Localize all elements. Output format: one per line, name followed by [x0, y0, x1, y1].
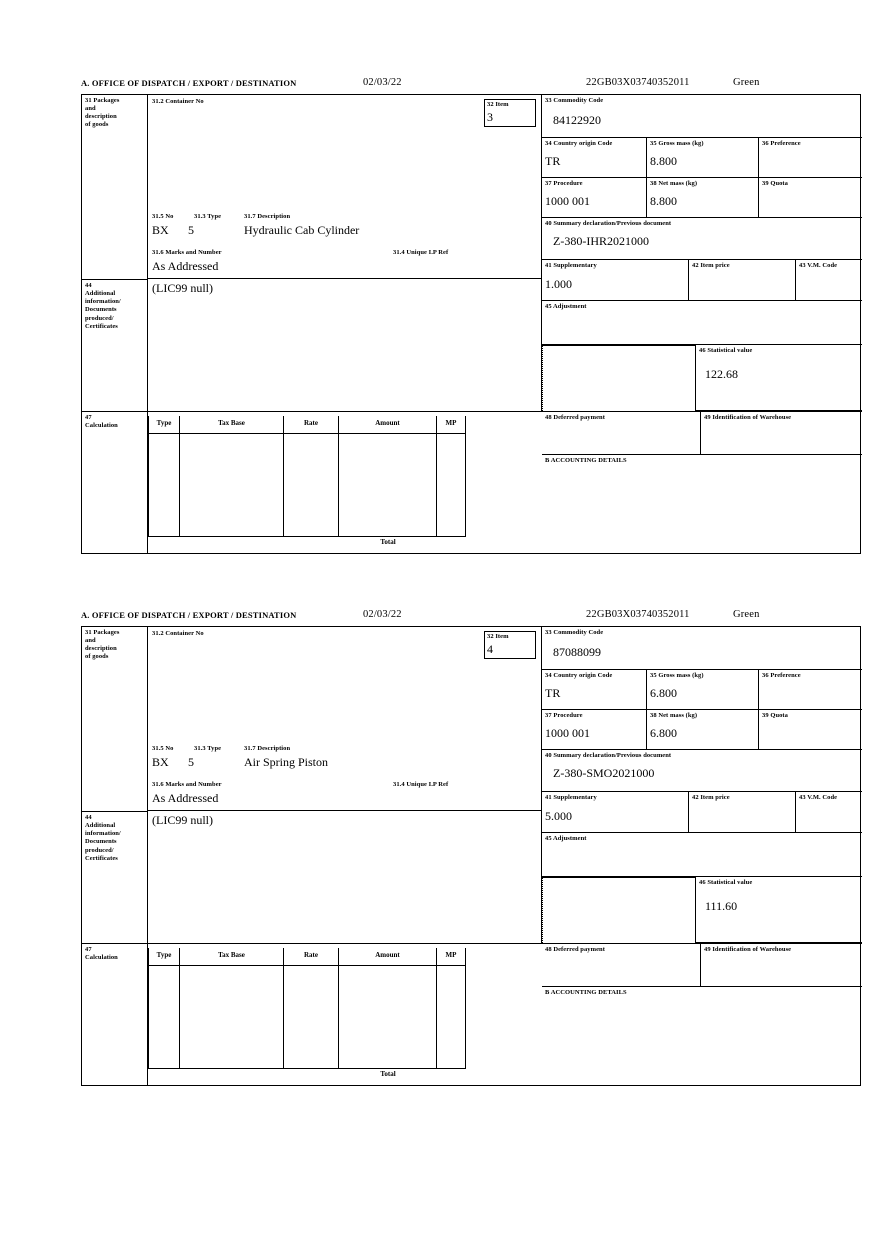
box-31-2-label: 31.2 Container No	[152, 98, 204, 105]
item-number-value: 3	[487, 110, 493, 125]
additional-information-value-2: (LIC99 null)	[152, 813, 213, 827]
gross-mass-value-2: 6.800	[650, 686, 677, 701]
box-44-label-cell-2	[82, 811, 148, 943]
box-44-label-line5-2: produced/	[85, 846, 114, 854]
previous-document-value: Z-380-IHR2021000	[553, 234, 649, 249]
box-43-vm-code-cell-2	[796, 792, 862, 833]
box-46-top-divider-2	[542, 877, 695, 878]
box-31-5-label: 31.5 No	[152, 213, 174, 220]
calc-col-tax-base-header-2: Tax Base	[180, 948, 284, 966]
box-31-content-cell	[148, 95, 542, 279]
procedure-value-2: 1000 001	[545, 726, 590, 741]
box-31-label-line2-2: and	[85, 637, 96, 645]
box-46-label-2: 46 Statistical value	[699, 879, 753, 886]
header-colour-2: Green	[733, 609, 760, 620]
calc-col-amount-header: Amount	[339, 416, 437, 434]
package-description-value-2: Air Spring Piston	[244, 755, 329, 769]
box-34-country-origin-cell-2	[542, 670, 647, 710]
calc-cell-type	[148, 434, 180, 537]
box-31-4-label-2: 31.4 Unique I.P Ref	[393, 781, 449, 788]
box-39-label: 39 Quota	[762, 180, 788, 187]
box-33-label: 33 Commodity Code	[545, 97, 604, 104]
box-44-content-cell-2	[148, 811, 542, 943]
box-32-label-2: 32 Item	[487, 633, 509, 640]
box-41-supplementary-cell-2	[542, 792, 689, 833]
commodity-code-value-2: 87088099	[553, 645, 601, 660]
box-49-label: 49 Identification of Warehouse	[704, 414, 792, 421]
box-38-net-mass-cell-2	[647, 710, 759, 750]
box-42-label-2: 42 Item price	[692, 794, 730, 801]
box-36-preference-cell	[759, 138, 862, 178]
box-43-label-2: 43 V.M. Code	[799, 794, 838, 801]
box-45-label: 45 Adjustment	[545, 303, 587, 310]
commodity-code-value: 84122920	[553, 113, 601, 128]
box-44-label-line2: Additional	[85, 290, 116, 298]
box-35-gross-mass-cell-2	[647, 670, 759, 710]
box-36-label-2: 36 Preference	[762, 672, 801, 679]
box-31-2-label-2: 31.2 Container No	[152, 630, 204, 637]
box-48-deferred-payment-cell-2	[542, 943, 701, 987]
declaration-grid-2	[81, 626, 861, 1086]
box-42-label: 42 Item price	[692, 262, 730, 269]
box-45-adjustment-cell-2	[542, 833, 862, 877]
calc-cell-amount	[339, 434, 437, 537]
calc-cell-rate	[284, 434, 339, 537]
statistical-value-value: 122.68	[705, 367, 738, 382]
customs-declaration-form-1	[81, 78, 863, 554]
calc-cell-tax-base	[180, 434, 284, 537]
box-31-content-cell-2	[148, 627, 542, 811]
box-37-label-2: 37 Procedure	[545, 712, 583, 719]
box-41-supplementary-cell	[542, 260, 689, 301]
box-35-gross-mass-cell	[647, 138, 759, 178]
box-b-accounting-details-cell-2	[542, 987, 862, 1086]
declaration-grid	[81, 94, 861, 554]
box-31-label-cell-2	[82, 627, 148, 811]
box-40-previous-document-cell-2	[542, 750, 862, 792]
item-number-value-2: 4	[487, 642, 493, 657]
calc-col-mp-header-2: MP	[437, 948, 466, 966]
box-38-label-2: 38 Net mass (kg)	[650, 712, 698, 719]
box-46-statistical-value-cell	[695, 345, 862, 411]
box-48-label-2: 48 Deferred payment	[545, 946, 605, 953]
box-38-net-mass-cell	[647, 178, 759, 218]
box-b-label: B ACCOUNTING DETAILS	[545, 457, 627, 464]
box-31-6-label: 31.6 Marks and Number	[152, 249, 222, 256]
box-47-calculation-table-2	[148, 943, 542, 1086]
box-44-label-line3: information/	[85, 298, 121, 306]
calc-cell-mp	[437, 434, 466, 537]
box-31-label-line2: and	[85, 105, 96, 113]
box-49-warehouse-cell	[701, 411, 862, 455]
box-39-quota-cell	[759, 178, 862, 218]
box-44-label-line3-2: information/	[85, 830, 121, 838]
box-49-warehouse-cell-2	[701, 943, 862, 987]
package-type-value-2: 5	[188, 755, 194, 769]
office-of-dispatch-label: A. OFFICE OF DISPATCH / EXPORT / DESTINATION	[81, 78, 297, 88]
box-47-label-line1: 47	[85, 414, 92, 421]
box-49-label-2: 49 Identification of Warehouse	[704, 946, 792, 953]
box-40-label: 40 Summary declaration/Previous document	[545, 220, 672, 227]
box-31-label-line1: 31 Packages	[85, 97, 120, 104]
box-33-label-2: 33 Commodity Code	[545, 629, 604, 636]
box-48-deferred-payment-cell	[542, 411, 701, 455]
header-reference: 22GB03X03740352011	[586, 77, 690, 88]
package-no-value-2: BX	[152, 755, 169, 769]
country-origin-code-value: TR	[545, 154, 561, 169]
box-37-procedure-cell	[542, 178, 647, 218]
calc-cell-type-2	[148, 966, 180, 1069]
box-34-label: 34 Country origin Code	[545, 140, 613, 147]
box-46-dotted-separator-2	[542, 877, 543, 943]
box-31-6-label-2: 31.6 Marks and Number	[152, 781, 222, 788]
calc-cell-mp-2	[437, 966, 466, 1069]
additional-information-value: (LIC99 null)	[152, 281, 213, 295]
box-47-label-cell-2	[82, 943, 148, 1086]
form-header-2	[81, 610, 863, 626]
procedure-value: 1000 001	[545, 194, 590, 209]
calc-total-label-2: Total	[380, 1070, 396, 1078]
box-44-label-line6: Certificates	[85, 322, 118, 330]
box-46-top-divider	[542, 345, 695, 346]
box-35-label: 35 Gross mass (kg)	[650, 140, 704, 147]
package-type-value: 5	[188, 223, 194, 237]
box-44-label-cell	[82, 279, 148, 411]
box-44-label-line6-2: Certificates	[85, 854, 118, 862]
box-44-label-line1: 44	[85, 282, 92, 289]
box-31-3-label-2: 31.3 Type	[194, 745, 222, 752]
box-32-item-cell-2	[484, 631, 536, 659]
box-46-statistical-value-cell-2	[695, 877, 862, 943]
box-44-label-line5: produced/	[85, 314, 114, 322]
gross-mass-value: 8.800	[650, 154, 677, 169]
marks-and-number-value-2: As Addressed	[152, 791, 219, 805]
box-44-label-line1-2: 44	[85, 814, 92, 821]
calc-total-label: Total	[380, 538, 396, 546]
calc-cell-rate-2	[284, 966, 339, 1069]
calc-col-rate-header-2: Rate	[284, 948, 339, 966]
box-45-label-2: 45 Adjustment	[545, 835, 587, 842]
calc-cell-tax-base-2	[180, 966, 284, 1069]
box-42-item-price-cell-2	[689, 792, 796, 833]
box-41-label: 41 Supplementary	[545, 262, 597, 269]
box-31-label-cell	[82, 95, 148, 279]
box-39-label-2: 39 Quota	[762, 712, 788, 719]
box-31-label-line4-2: of goods	[85, 653, 109, 661]
box-34-country-origin-cell	[542, 138, 647, 178]
box-31-3-label: 31.3 Type	[194, 213, 222, 220]
box-45-adjustment-cell	[542, 301, 862, 345]
calc-col-type-header: Type	[148, 416, 180, 434]
office-of-dispatch-label-2: A. OFFICE OF DISPATCH / EXPORT / DESTINATION	[81, 610, 297, 620]
box-43-vm-code-cell	[796, 260, 862, 301]
box-b-label-2: B ACCOUNTING DETAILS	[545, 989, 627, 996]
header-date: 02/03/22	[363, 77, 402, 88]
box-44-label-line4: Documents	[85, 306, 117, 314]
calc-col-amount-header-2: Amount	[339, 948, 437, 966]
box-41-label-2: 41 Supplementary	[545, 794, 597, 801]
box-37-label: 37 Procedure	[545, 180, 583, 187]
box-47-label-line2-2: Calculation	[85, 954, 118, 962]
supplementary-value: 1.000	[545, 277, 572, 292]
box-33-commodity-code-cell-2	[542, 627, 862, 670]
box-44-label-line2-2: Additional	[85, 822, 116, 830]
box-35-label-2: 35 Gross mass (kg)	[650, 672, 704, 679]
header-colour: Green	[733, 77, 760, 88]
country-origin-code-value-2: TR	[545, 686, 561, 701]
previous-document-value-2: Z-380-SMO2021000	[553, 766, 655, 781]
box-42-item-price-cell	[689, 260, 796, 301]
box-43-label: 43 V.M. Code	[799, 262, 838, 269]
box-31-label-line4: of goods	[85, 121, 109, 129]
box-b-accounting-details-cell	[542, 455, 862, 554]
box-31-7-label: 31.7 Description	[244, 213, 291, 220]
box-44-label-line4-2: Documents	[85, 838, 117, 846]
package-description-value: Hydraulic Cab Cylinder	[244, 223, 360, 237]
box-31-5-label-2: 31.5 No	[152, 745, 174, 752]
package-no-value: BX	[152, 223, 169, 237]
calc-col-rate-header: Rate	[284, 416, 339, 434]
form-header	[81, 78, 863, 94]
box-34-label-2: 34 Country origin Code	[545, 672, 613, 679]
customs-declaration-form-2	[81, 610, 863, 1086]
box-31-label-line3-2: description	[85, 645, 117, 653]
box-31-label-line1-2: 31 Packages	[85, 629, 120, 636]
box-44-content-cell	[148, 279, 542, 411]
box-39-quota-cell-2	[759, 710, 862, 750]
box-31-label-line3: description	[85, 113, 117, 121]
box-47-label-line2: Calculation	[85, 422, 118, 430]
box-46-dotted-separator	[542, 345, 543, 411]
marks-and-number-value: As Addressed	[152, 259, 219, 273]
supplementary-value-2: 5.000	[545, 809, 572, 824]
box-38-label: 38 Net mass (kg)	[650, 180, 698, 187]
box-33-commodity-code-cell	[542, 95, 862, 138]
calc-col-tax-base-header: Tax Base	[180, 416, 284, 434]
box-46-label: 46 Statistical value	[699, 347, 753, 354]
box-32-label: 32 Item	[487, 101, 509, 108]
calc-col-type-header-2: Type	[148, 948, 180, 966]
statistical-value-value-2: 111.60	[705, 899, 738, 914]
net-mass-value-2: 6.800	[650, 726, 677, 741]
box-32-item-cell	[484, 99, 536, 127]
box-36-label: 36 Preference	[762, 140, 801, 147]
box-47-calculation-table	[148, 411, 542, 554]
box-40-previous-document-cell	[542, 218, 862, 260]
box-47-label-line1-2: 47	[85, 946, 92, 953]
box-48-label: 48 Deferred payment	[545, 414, 605, 421]
box-47-label-cell	[82, 411, 148, 554]
box-31-7-label-2: 31.7 Description	[244, 745, 291, 752]
box-40-label-2: 40 Summary declaration/Previous document	[545, 752, 672, 759]
calc-col-mp-header: MP	[437, 416, 466, 434]
box-31-4-label: 31.4 Unique I.P Ref	[393, 249, 449, 256]
calc-cell-amount-2	[339, 966, 437, 1069]
header-date-2: 02/03/22	[363, 609, 402, 620]
net-mass-value: 8.800	[650, 194, 677, 209]
header-reference-2: 22GB03X03740352011	[586, 609, 690, 620]
box-36-preference-cell-2	[759, 670, 862, 710]
box-37-procedure-cell-2	[542, 710, 647, 750]
